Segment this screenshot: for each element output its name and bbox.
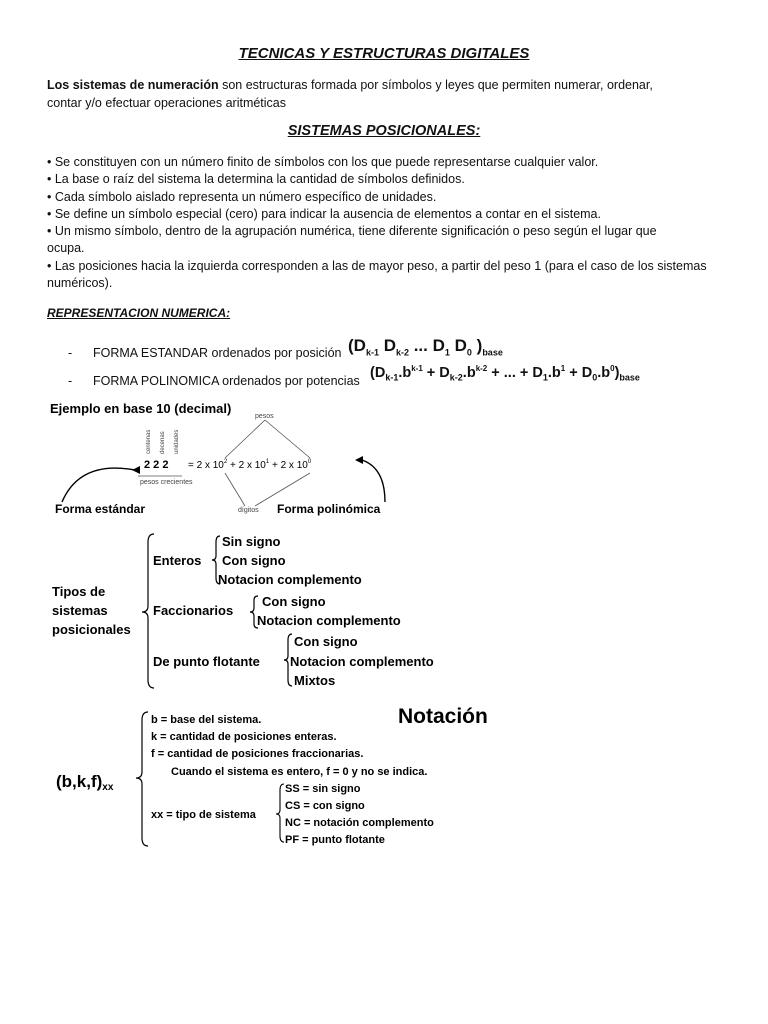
representation-title: REPRESENTACION NUMERICA: — [47, 306, 231, 320]
brace-line — [136, 712, 148, 846]
flotante-item: Notacion complemento — [290, 654, 434, 669]
pesos-crecientes-label: pesos crecientes — [140, 479, 193, 486]
bullet-item: • Se define un símbolo especial (cero) para indicar la ausencia de elementos a contar en el sistema. — [47, 206, 601, 221]
notacion-symbol: (b,k,f)xx — [56, 772, 114, 793]
example-digits: 2 2 2 — [144, 459, 169, 471]
centenas-label: centenas — [146, 429, 152, 454]
fraccionarios-item: Con signo — [262, 594, 326, 609]
example-title: Ejemplo en base 10 (decimal) — [50, 401, 232, 416]
formula-estandar: ($D_{k-1}$ $D_{k-2}$ ... $D_1$ $D_0$ )$_{base}$ — [348, 336, 503, 358]
forma-polinomica-text: FORMA POLINOMICA ordenados por potencias — [93, 374, 360, 388]
unidades-label: unidades — [174, 429, 180, 454]
digitos-label: dígitos — [238, 507, 259, 514]
notacion-line: f = cantidad de posiciones fraccionarias. — [151, 748, 364, 760]
example-equation: = 2 x $10^2 + 2$ x $10^1 + 2$ x $10^0$ — [188, 459, 312, 471]
intro-bold-term: Los sistemas de numeración — [47, 78, 219, 92]
tipos-label: posicionales — [52, 622, 131, 637]
intro-paragraph — [47, 76, 727, 112]
bullet-item: • Un mismo símbolo, dentro de la agrupación numérica, tiene diferente significación o peso según el lugar que — [47, 224, 657, 239]
pesos-label: pesos — [255, 413, 274, 420]
bullet-item: • La base o raíz del sistema la determina la cantidad de símbolos definidos. — [47, 172, 465, 187]
forma-estandar-text: FORMA ESTANDAR ordenados por posición — [93, 346, 342, 360]
flotante-item: Con signo — [294, 634, 358, 649]
xx-item: SS = sin signo — [285, 783, 361, 795]
notacion-line: Cuando el sistema es entero, f = 0 y no se indica. — [171, 766, 428, 778]
enteros-label: Enteros — [153, 553, 202, 568]
flotante-label: De punto flotante — [153, 654, 260, 669]
brace-line — [276, 784, 284, 842]
xx-item: CS = con signo — [285, 800, 365, 812]
flotante-item: Mixtos — [294, 673, 336, 688]
enteros-item: Sin signo — [222, 534, 281, 549]
dash-marker: - — [68, 346, 73, 360]
bullet-item: • Las posiciones hacia la izquierda corresponden a las de mayor peso, a partir del peso 1 (para el caso de los sistemas — [47, 258, 707, 273]
dash-marker: - — [68, 374, 73, 388]
example-diagram — [40, 398, 420, 522]
forma-estandar-caption: Forma estándar — [55, 502, 146, 516]
intro-text: son estructuras formada por símbolos y leyes que permiten numerar, ordenar, — [218, 78, 653, 92]
xx-label: xx = tipo de sistema — [151, 809, 256, 821]
enteros-item: Notacion complemento — [218, 572, 362, 587]
xx-item: NC = notación complemento — [285, 817, 434, 829]
tipos-label: sistemas — [52, 603, 108, 618]
formula-polinomica: ($D_{k-1}.b^{k-1} + D_{k-2}.b^{k-2}$ + ... + $D_1.b^1 + D_0.b^0)_{base}$ — [370, 364, 640, 383]
bullet-item: • Cada símbolo aislado representa un número específico de unidades. — [47, 189, 437, 204]
fraccionarios-label: Faccionarios — [153, 603, 234, 618]
forma-polinomica-caption: Forma polinómica — [277, 502, 381, 516]
bullet-item: • Se constituyen con un número finito de símbolos con los que puede representarse cualquier valor. — [47, 155, 599, 169]
intro-text-line2: contar y/o efectuar operaciones aritméticas — [47, 96, 287, 110]
notacion-diagram — [44, 700, 524, 852]
bullet-item: numéricos). — [47, 276, 113, 291]
enteros-item: Con signo — [222, 553, 286, 568]
xx-item: PF = punto flotante — [285, 834, 385, 846]
arrow-head-icon — [132, 466, 140, 474]
section-title: SISTEMAS POSICIONALES: — [287, 123, 481, 139]
bullet-list — [47, 154, 727, 292]
notacion-line: b = base del sistema. — [151, 714, 262, 726]
notacion-line: k = cantidad de posiciones enteras. — [151, 731, 337, 743]
tipos-label: Tipos de — [52, 584, 106, 599]
forma-polinomica-line — [68, 374, 360, 388]
tipos-diagram — [44, 528, 474, 696]
fraccionarios-item: Notacion complemento — [257, 613, 401, 628]
bullet-item: ocupa. — [47, 241, 85, 256]
notacion-title: Notación — [398, 705, 488, 728]
document-title: TECNICAS Y ESTRUCTURAS DIGITALES — [238, 45, 530, 62]
arrow-head-icon — [355, 456, 363, 464]
forma-estandar-line — [68, 346, 341, 360]
decenas-label: decenas — [160, 431, 166, 454]
